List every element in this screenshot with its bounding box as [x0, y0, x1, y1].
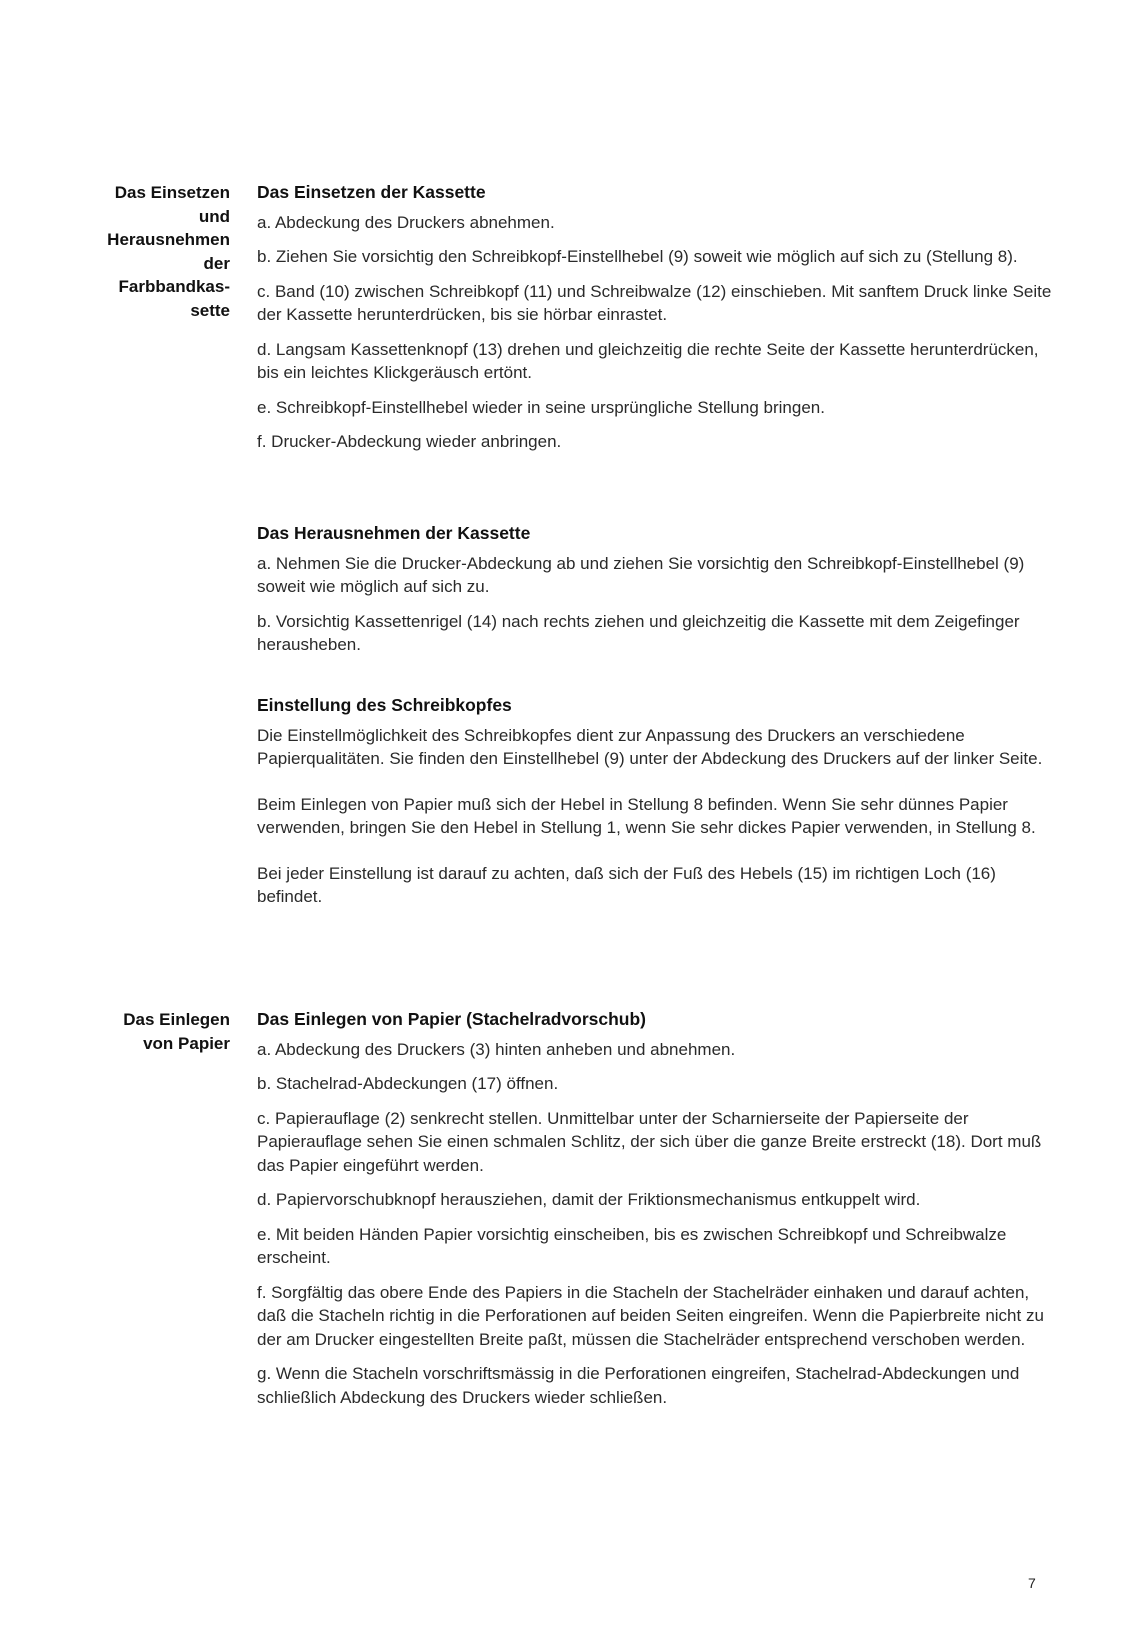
page-number: 7: [1028, 1575, 1036, 1591]
instruction-step: e. Mit beiden Händen Papier vorsichtig einscheiben, bis es zwischen Schreibkopf und Schreibwalze erscheint.: [257, 1224, 1007, 1267]
side-heading-line: Farbbandkas-: [118, 277, 230, 296]
section-herausnehmen: [257, 522, 1057, 668]
instruction-step: a. Nehmen Sie die Drucker-Abdeckung ab und ziehen Sie vorsichtig den Schreibkopf-Einstellhebel (9) soweit wie möglich auf sich zu.: [257, 553, 1025, 596]
paragraph: Die Einstellmöglichkeit des Schreibkopfes dient zur Anpassung des Druckers an verschiedene Papierqualitäten. Sie finden den Einstellhebel (9) unter der Abdeckung des Druckers auf der linker Seite.: [257, 725, 1043, 768]
section-title: Einstellung des Schreibkopfes: [257, 695, 512, 715]
instruction-step: d. Papiervorschubknopf herausziehen, damit der Friktionsmechanismus entkuppelt wird.: [257, 1190, 921, 1209]
side-heading-line: Das Einlegen: [123, 1010, 230, 1029]
instruction-step: f. Sorgfältig das obere Ende des Papiers in die Stacheln der Stachelräder einhaken und darauf achten, daß die Stacheln richtig in die Perforationen auf beiden Seiten eingreifen. Wenn die Papierbreite nicht zu der am Drucker eingestellten Breite paßt, müssen die Stachelräder entsprechend verschoben werden.: [257, 1282, 1044, 1349]
paragraph: Beim Einlegen von Papier muß sich der Hebel in Stellung 8 befinden. Wenn Sie sehr dünnes Papier verwenden, bringen Sie den Hebel in Stellung 1, wenn Sie sehr dickes Papier verwenden, in Stellung 8.: [257, 794, 1036, 837]
side-heading-line: Das Einsetzen: [114, 183, 230, 202]
section-einsetzen: [257, 181, 1057, 465]
instruction-step: g. Wenn die Stacheln vorschriftsmässig in die Perforationen eingreifen, Stachelrad-Abdeckungen und schließlich Abdeckung des Druckers wieder schließen.: [257, 1364, 1020, 1407]
paragraph: Bei jeder Einstellung ist darauf zu achten, daß sich der Fuß des Hebels (15) im richtigen Loch (16) befindet.: [257, 863, 996, 906]
section-einstellung: [257, 694, 1057, 920]
section-title: Das Einsetzen der Kassette: [257, 182, 486, 202]
side-heading-line: Herausnehmen: [107, 230, 230, 249]
side-heading-einlegen: [60, 1008, 230, 1055]
instruction-step: e. Schreibkopf-Einstellhebel wieder in seine ursprüngliche Stellung bringen.: [257, 397, 825, 417]
instruction-step: b. Vorsichtig Kassettenrigel (14) nach rechts ziehen und gleichzeitig die Kassette mit dem Zeigefinger herausheben.: [257, 611, 1020, 654]
section-title: Das Einlegen von Papier (Stachelradvorschub): [257, 1009, 646, 1029]
instruction-step: b. Stachelrad-Abdeckungen (17) öffnen.: [257, 1074, 559, 1093]
side-heading-einsetzen: [60, 181, 230, 322]
instruction-step: a. Abdeckung des Druckers abnehmen.: [257, 212, 555, 232]
section-title: Das Herausnehmen der Kassette: [257, 523, 531, 543]
instruction-step: a. Abdeckung des Druckers (3) hinten anheben und abnehmen.: [257, 1039, 736, 1059]
instruction-step: d. Langsam Kassettenknopf (13) drehen und gleichzeitig die rechte Seite der Kassette herunterdrücken, bis ein leichtes Klickgeräusch ertönt.: [257, 339, 1039, 382]
side-heading-line: sette: [190, 300, 230, 320]
instruction-step: f. Drucker-Abdeckung wieder anbringen.: [257, 432, 562, 451]
section-einlegen: [257, 1008, 1057, 1420]
instruction-step: b. Ziehen Sie vorsichtig den Schreibkopf-Einstellhebel (9) soweit wie möglich auf sich zu (Stellung 8).: [257, 247, 1018, 266]
instruction-step: c. Papierauflage (2) senkrecht stellen. Unmittelbar unter der Scharnierseite der Papierseite der Papierauflage sehen Sie einen schmalen Schlitz, der sich über die ganze Breite erstreckt (18). Dort muß das Papier eingeführt werden.: [257, 1108, 1042, 1175]
side-heading-line: und: [198, 206, 230, 226]
instruction-step: c. Band (10) zwischen Schreibkopf (11) und Schreibwalze (12) einschieben. Mit sanftem Druck linke Seite der Kassette herunterdrücken, bis sie hörbar einrastet.: [257, 281, 1052, 324]
side-heading-line: der: [203, 253, 230, 273]
side-heading-line: von Papier: [143, 1033, 230, 1053]
